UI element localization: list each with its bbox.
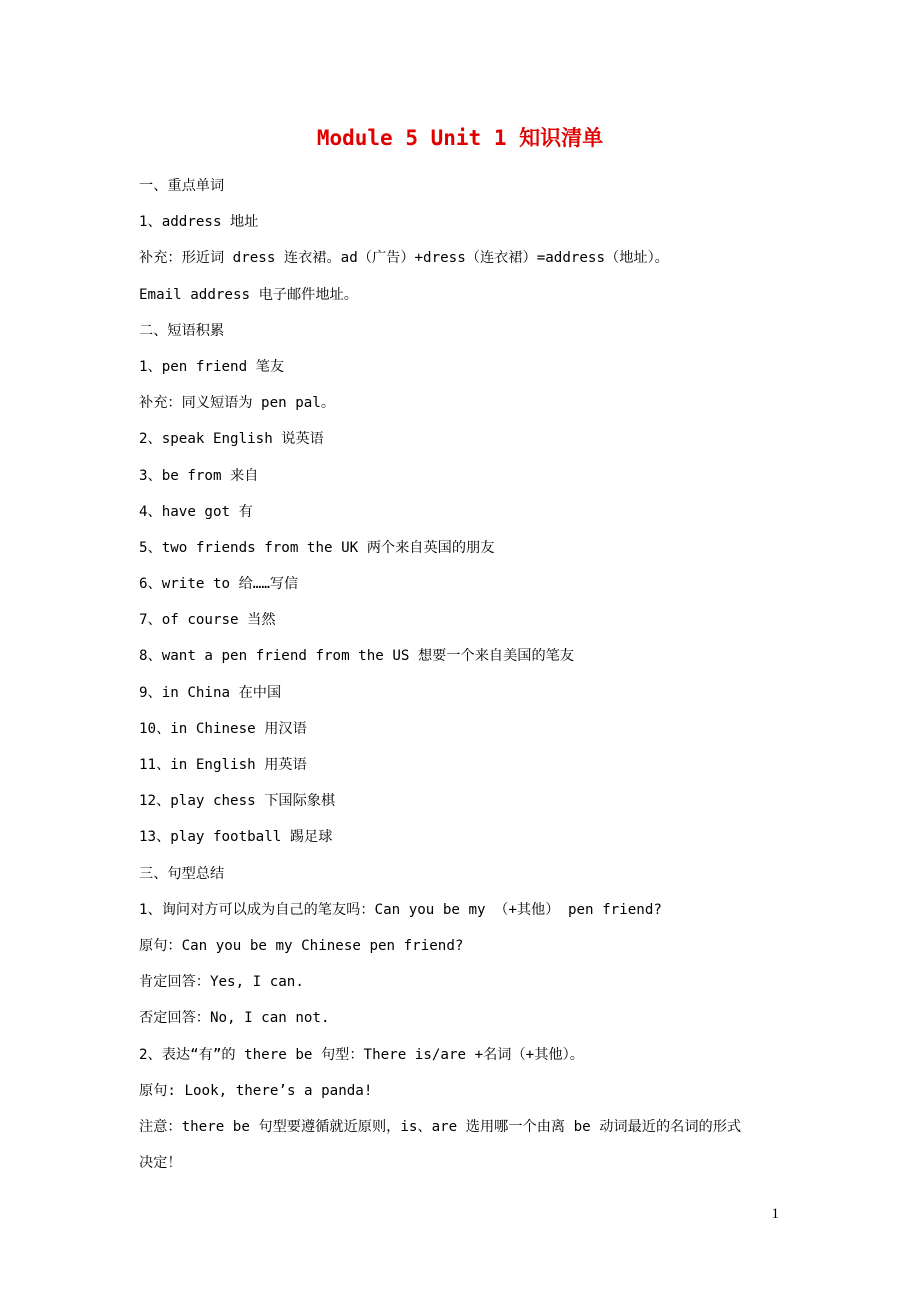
text-line: 1、pen friend 笔友 <box>139 358 285 375</box>
section-heading-phrases: 二、短语积累 <box>139 322 225 339</box>
text-line: 原句: Look, there’s a panda! <box>139 1082 373 1099</box>
text-line: 13、play football 踢足球 <box>139 829 333 846</box>
text-line: 决定！ <box>139 1155 182 1172</box>
document-title: Module 5 Unit 1 知识清单 <box>316 126 604 150</box>
page-number: 1 <box>771 1206 779 1222</box>
text-line: 注意：there be 句型要遵循就近原则，is、are 选用哪一个由离 be 动词最近的名词的形式 <box>139 1118 742 1135</box>
text-line: 1、address 地址 <box>139 214 259 231</box>
text-line: 5、two friends from the UK 两个来自英国的朋友 <box>139 539 495 556</box>
text-line: 11、in English 用英语 <box>139 757 307 773</box>
section-heading-sentences: 三、句型总结 <box>139 865 225 882</box>
text-line: 补充：同义短语为 pen pal。 <box>139 395 336 412</box>
text-line: Email address 电子邮件地址。 <box>139 286 358 303</box>
text-line: 肯定回答：Yes, I can. <box>139 974 304 991</box>
text-line: 补充：形近词 dress 连衣裙。ad（广告）+dress（连衣裙）=address（地址）。 <box>139 250 669 267</box>
text-line: 12、play chess 下国际象棋 <box>139 793 336 810</box>
text-line: 8、want a pen friend from the US 想要一个来自美国的笔友 <box>139 648 575 665</box>
text-line: 2、speak English 说英语 <box>139 431 324 448</box>
text-line: 否定回答：No, I can not. <box>139 1010 330 1027</box>
text-line: 2、表达“有”的 there be 句型：There is/are +名词（+其他）。 <box>139 1046 584 1063</box>
text-line: 9、in China 在中国 <box>139 684 282 701</box>
text-line: 1、询问对方可以成为自己的笔友吗：Can you be my （+其他） pen friend? <box>139 901 662 918</box>
text-line: 4、have got 有 <box>139 503 253 520</box>
text-line: 3、be from 来自 <box>139 467 259 484</box>
text-line: 7、of course 当然 <box>139 612 276 629</box>
text-line: 10、in Chinese 用汉语 <box>139 720 307 737</box>
text-line: 原句：Can you be my Chinese pen friend? <box>139 937 464 954</box>
section-heading-vocabulary: 一、重点单词 <box>139 178 225 194</box>
document-body <box>139 168 789 1181</box>
text-line: 6、write to 给……写信 <box>139 576 299 593</box>
